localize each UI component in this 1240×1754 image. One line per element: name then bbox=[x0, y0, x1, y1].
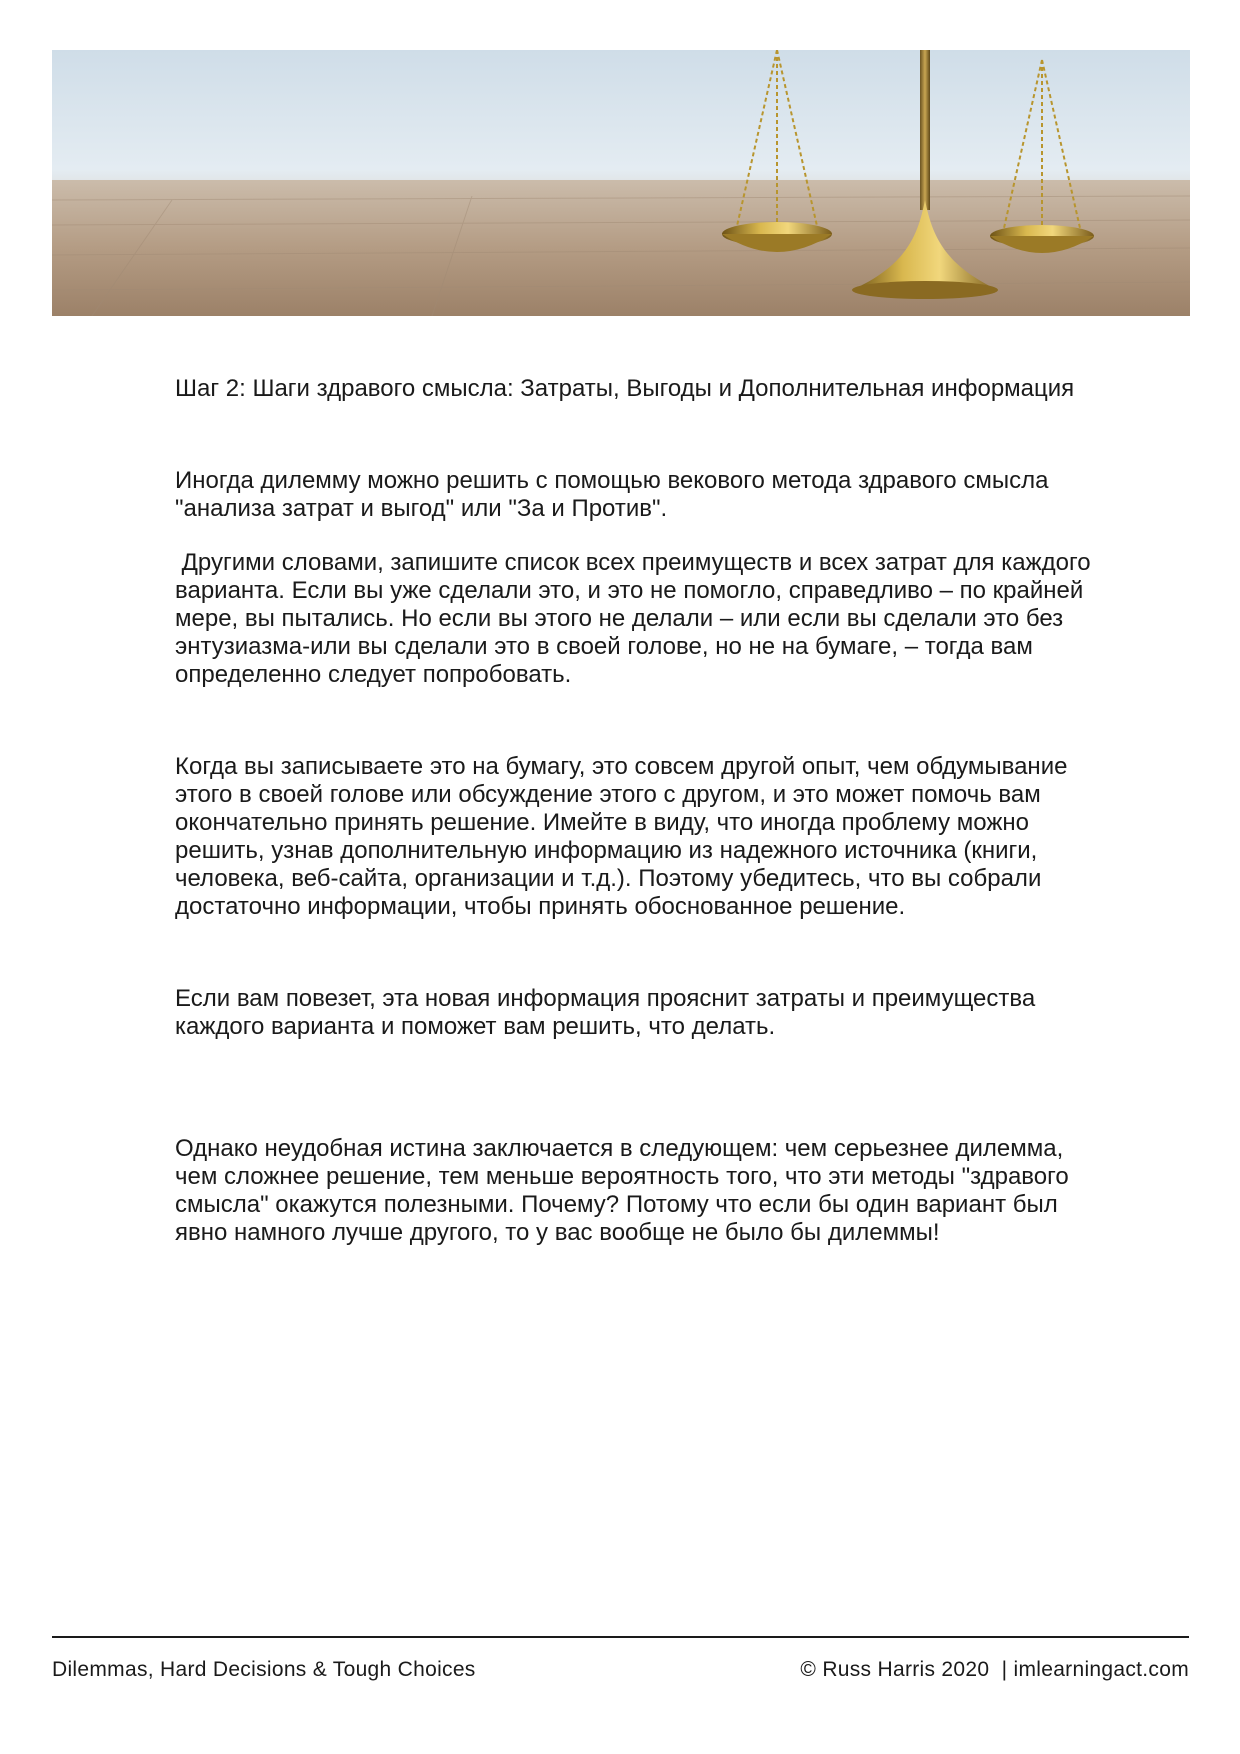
section-heading: Шаг 2: Шаги здравого смысла: Затраты, Выгоды и Дополнительная информация bbox=[175, 375, 1075, 402]
paragraph: Другими словами, запишите список всех преимуществ и всех затрат для каждого варианта. Если вы уже сделали это, и это не помогло, справедливо – по крайней мере, вы пытались. Но если вы этого не делали – или если вы сделали это без энтузиазма-или вы сделали это в своей голове, но не на бумаге, – тогда вам определенно следует попробовать. bbox=[175, 549, 1098, 688]
paragraph: Иногда дилемму можно решить с помощью векового метода здравого смысла "анализа затрат и выгод" или "За и Против". bbox=[175, 467, 1049, 522]
footer-copyright: © Russ Harris 2020 | imlearningact.com bbox=[800, 1658, 1189, 1681]
document-body bbox=[175, 375, 1098, 1247]
banner-scales-image bbox=[52, 50, 1190, 316]
footer-title: Dilemmas, Hard Decisions & Tough Choices bbox=[52, 1658, 476, 1681]
footer-divider bbox=[52, 1636, 1189, 1638]
paragraph: Если вам повезет, эта новая информация прояснит затраты и преимущества каждого варианта и поможет вам решить, что делать. bbox=[175, 985, 1036, 1040]
paragraph: Однако неудобная истина заключается в следующем: чем серьезнее дилемма, чем сложнее решение, тем меньше вероятность того, что эти методы "здравого смысла" окажутся полезными. Почему? Потому что если бы один вариант был явно намного лучше другого, то у вас вообще не было бы дилеммы! bbox=[175, 1135, 1069, 1246]
paragraph: Когда вы записываете это на бумагу, это совсем другой опыт, чем обдумывание этого в своей голове или обсуждение этого с другом, и это может помочь вам окончательно принять решение. Имейте в виду, что иногда проблему можно решить, узнав дополнительную информацию из надежного источника (книги, человека, веб-сайта, организации и т.д.). Поэтому убедитесь, что вы собрали достаточно информации, чтобы принять обоснованное решение. bbox=[175, 753, 1068, 920]
